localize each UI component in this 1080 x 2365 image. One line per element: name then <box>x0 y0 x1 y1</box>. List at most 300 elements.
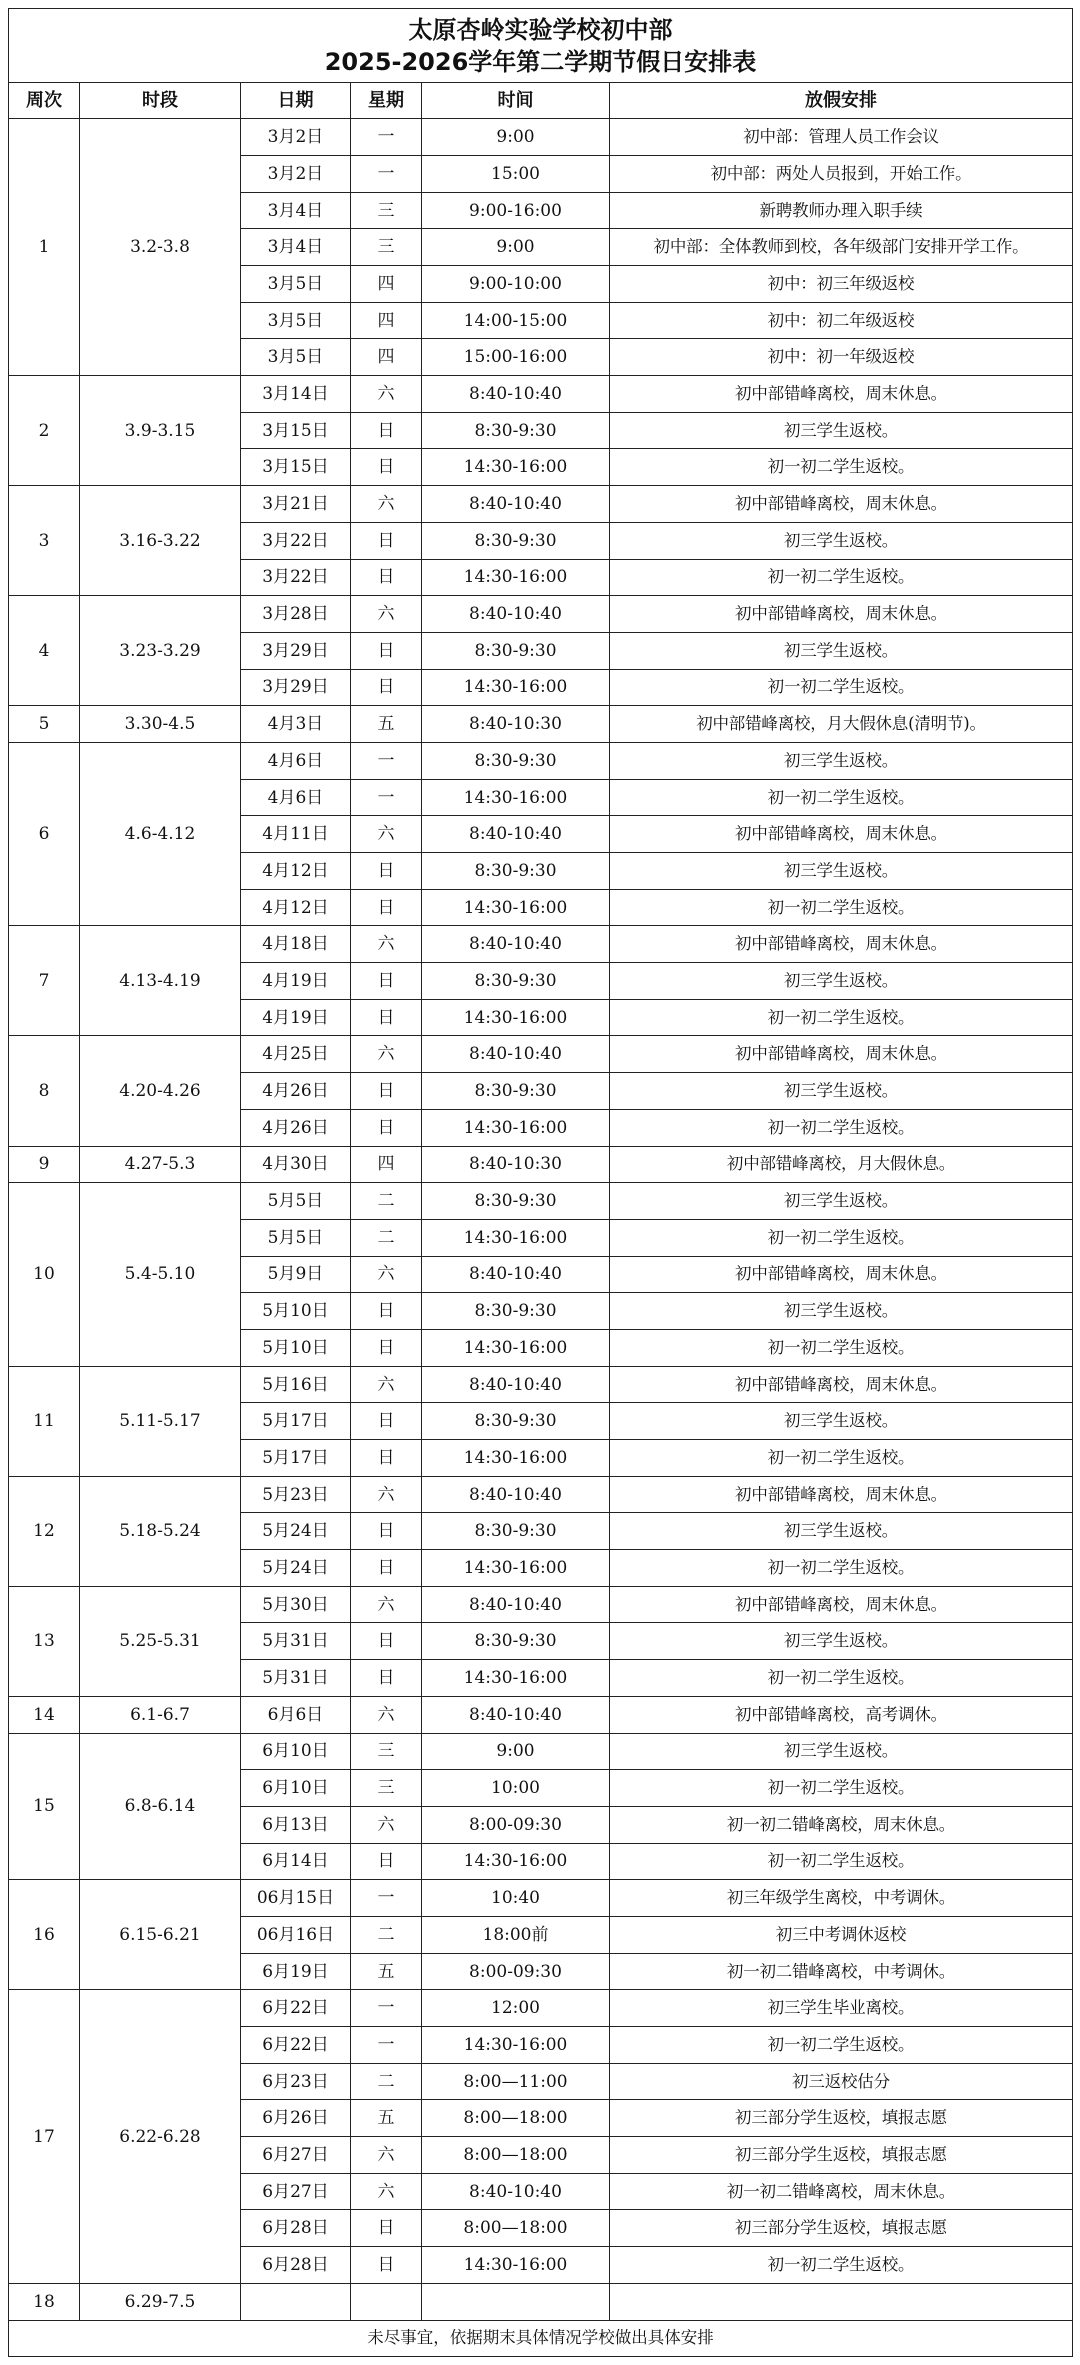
date-cell: 4月6日 <box>241 779 351 816</box>
arrangement-cell: 初中部错峰离校，周末休息。 <box>610 1256 1073 1293</box>
date-cell: 5月5日 <box>241 1183 351 1220</box>
time-cell: 14:30-16:00 <box>422 1219 610 1256</box>
week-period-cell: 3.30-4.5 <box>80 706 241 743</box>
time-cell: 14:30-16:00 <box>422 999 610 1036</box>
date-cell: 6月27日 <box>241 2173 351 2210</box>
weekday-cell: 日 <box>351 1073 422 1110</box>
weekday-cell: 六 <box>351 1476 422 1513</box>
weekday-cell: 日 <box>351 999 422 1036</box>
week-period-cell: 4.6-4.12 <box>80 742 241 925</box>
table-row <box>9 1183 1073 1220</box>
weekday-cell: 日 <box>351 522 422 559</box>
time-cell: 8:00—11:00 <box>422 2063 610 2100</box>
weekday-cell: 四 <box>351 302 422 339</box>
arrangement-cell: 初三学生返校。 <box>610 412 1073 449</box>
week-number-cell: 2 <box>9 376 80 486</box>
week-period-cell: 4.27-5.3 <box>80 1146 241 1183</box>
table-row <box>9 1146 1073 1183</box>
weekday-cell: 六 <box>351 1256 422 1293</box>
week-period-cell: 5.11-5.17 <box>80 1366 241 1476</box>
time-cell: 8:40-10:40 <box>422 596 610 633</box>
week-period-cell: 5.25-5.31 <box>80 1586 241 1696</box>
weekday-cell: 日 <box>351 449 422 486</box>
date-cell: 3月21日 <box>241 486 351 523</box>
date-cell: 3月15日 <box>241 449 351 486</box>
date-cell: 4月19日 <box>241 963 351 1000</box>
weekday-cell: 二 <box>351 2063 422 2100</box>
time-cell: 15:00-16:00 <box>422 339 610 376</box>
arrangement-cell: 初三学生返校。 <box>610 632 1073 669</box>
week-number-cell: 9 <box>9 1146 80 1183</box>
weekday-cell: 一 <box>351 779 422 816</box>
weekday-cell: 六 <box>351 816 422 853</box>
weekday-cell: 日 <box>351 2210 422 2247</box>
date-cell: 3月14日 <box>241 376 351 413</box>
date-cell: 4月6日 <box>241 742 351 779</box>
date-cell: 4月25日 <box>241 1036 351 1073</box>
weekday-cell: 六 <box>351 1586 422 1623</box>
arrangement-cell <box>610 2283 1073 2320</box>
weekday-cell: 一 <box>351 1880 422 1917</box>
time-cell: 14:00-15:00 <box>422 302 610 339</box>
date-cell: 3月4日 <box>241 229 351 266</box>
arrangement-cell: 初中部错峰离校，周末休息。 <box>610 1586 1073 1623</box>
weekday-cell: 日 <box>351 889 422 926</box>
arrangement-cell: 初三学生返校。 <box>610 1623 1073 1660</box>
arrangement-cell: 初三学生返校。 <box>610 1183 1073 1220</box>
weekday-cell: 一 <box>351 1990 422 2027</box>
time-cell: 8:40-10:40 <box>422 1696 610 1733</box>
date-cell: 3月5日 <box>241 266 351 303</box>
footer-row <box>9 2320 1073 2356</box>
date-cell: 6月26日 <box>241 2100 351 2137</box>
date-cell: 6月22日 <box>241 1990 351 2027</box>
date-cell: 6月27日 <box>241 2137 351 2174</box>
time-cell: 8:30-9:30 <box>422 963 610 1000</box>
date-cell: 06月16日 <box>241 1916 351 1953</box>
time-cell: 8:40-10:40 <box>422 1366 610 1403</box>
date-cell: 4月26日 <box>241 1073 351 1110</box>
header-week: 周次 <box>9 83 80 119</box>
week-number-cell: 14 <box>9 1696 80 1733</box>
time-cell: 8:30-9:30 <box>422 1183 610 1220</box>
date-cell: 06月15日 <box>241 1880 351 1917</box>
date-cell: 6月28日 <box>241 2247 351 2284</box>
arrangement-cell: 初一初二学生返校。 <box>610 1770 1073 1807</box>
week-number-cell: 15 <box>9 1733 80 1880</box>
weekday-cell: 三 <box>351 1770 422 1807</box>
header-weekday: 星期 <box>351 83 422 119</box>
arrangement-cell: 初三中考调休返校 <box>610 1916 1073 1953</box>
title-school-name: 太原杏岭实验学校初中部 <box>408 15 673 44</box>
weekday-cell: 五 <box>351 706 422 743</box>
date-cell: 5月30日 <box>241 1586 351 1623</box>
weekday-cell: 日 <box>351 1550 422 1587</box>
weekday-cell: 日 <box>351 1440 422 1477</box>
week-number-cell: 18 <box>9 2283 80 2320</box>
date-cell: 6月19日 <box>241 1953 351 1990</box>
date-cell: 4月18日 <box>241 926 351 963</box>
weekday-cell: 一 <box>351 2027 422 2064</box>
weekday-cell: 六 <box>351 2173 422 2210</box>
date-cell: 5月10日 <box>241 1329 351 1366</box>
week-number-cell: 3 <box>9 486 80 596</box>
arrangement-cell: 初一初二学生返校。 <box>610 669 1073 706</box>
time-cell: 14:30-16:00 <box>422 1109 610 1146</box>
weekday-cell: 六 <box>351 1366 422 1403</box>
weekday-cell: 六 <box>351 596 422 633</box>
week-number-cell: 12 <box>9 1476 80 1586</box>
week-period-cell: 5.18-5.24 <box>80 1476 241 1586</box>
arrangement-cell: 初中：初三年级返校 <box>610 266 1073 303</box>
title-row <box>9 9 1073 83</box>
arrangement-cell: 初中：初一年级返校 <box>610 339 1073 376</box>
weekday-cell: 六 <box>351 1696 422 1733</box>
arrangement-cell: 初中部错峰离校，周末休息。 <box>610 1476 1073 1513</box>
date-cell: 6月28日 <box>241 2210 351 2247</box>
weekday-cell <box>351 2283 422 2320</box>
table-row <box>9 1036 1073 1073</box>
weekday-cell: 日 <box>351 412 422 449</box>
arrangement-cell: 初中部错峰离校，周末休息。 <box>610 376 1073 413</box>
time-cell: 8:30-9:30 <box>422 412 610 449</box>
table-row <box>9 1990 1073 2027</box>
header-arrangement: 放假安排 <box>610 83 1073 119</box>
table-row <box>9 2283 1073 2320</box>
date-cell: 5月10日 <box>241 1293 351 1330</box>
week-period-cell: 4.13-4.19 <box>80 926 241 1036</box>
time-cell: 8:40-10:40 <box>422 816 610 853</box>
arrangement-cell: 初三学生返校。 <box>610 1733 1073 1770</box>
time-cell: 14:30-16:00 <box>422 1440 610 1477</box>
weekday-cell: 二 <box>351 1916 422 1953</box>
date-cell: 5月24日 <box>241 1513 351 1550</box>
week-number-cell: 1 <box>9 119 80 376</box>
weekday-cell: 五 <box>351 2100 422 2137</box>
arrangement-cell: 初一初二学生返校。 <box>610 449 1073 486</box>
arrangement-cell: 初中部错峰离校，周末休息。 <box>610 816 1073 853</box>
arrangement-cell: 初一初二学生返校。 <box>610 1329 1073 1366</box>
time-cell: 8:00-09:30 <box>422 1806 610 1843</box>
time-cell: 8:30-9:30 <box>422 522 610 559</box>
time-cell: 8:30-9:30 <box>422 1623 610 1660</box>
time-cell: 14:30-16:00 <box>422 2247 610 2284</box>
time-cell: 14:30-16:00 <box>422 449 610 486</box>
time-cell: 8:30-9:30 <box>422 1513 610 1550</box>
week-period-cell: 3.23-3.29 <box>80 596 241 706</box>
weekday-cell: 日 <box>351 2247 422 2284</box>
weekday-cell: 日 <box>351 669 422 706</box>
date-cell: 3月2日 <box>241 155 351 192</box>
arrangement-cell: 初三学生返校。 <box>610 1293 1073 1330</box>
date-cell: 3月22日 <box>241 522 351 559</box>
arrangement-cell: 初中部错峰离校，周末休息。 <box>610 596 1073 633</box>
date-cell: 6月22日 <box>241 2027 351 2064</box>
week-period-cell: 6.1-6.7 <box>80 1696 241 1733</box>
date-cell: 4月12日 <box>241 853 351 890</box>
arrangement-cell: 初中部错峰离校，周末休息。 <box>610 1366 1073 1403</box>
week-period-cell: 6.8-6.14 <box>80 1733 241 1880</box>
week-period-cell: 3.16-3.22 <box>80 486 241 596</box>
weekday-cell: 六 <box>351 1036 422 1073</box>
time-cell: 8:40-10:40 <box>422 1476 610 1513</box>
weekday-cell: 二 <box>351 1183 422 1220</box>
time-cell: 18:00前 <box>422 1916 610 1953</box>
time-cell: 8:40-10:30 <box>422 1146 610 1183</box>
week-number-cell: 6 <box>9 742 80 925</box>
week-period-cell: 3.9-3.15 <box>80 376 241 486</box>
weekday-cell: 六 <box>351 926 422 963</box>
table-row <box>9 486 1073 523</box>
table-title <box>9 9 1073 83</box>
arrangement-cell: 初三部分学生返校，填报志愿 <box>610 2100 1073 2137</box>
arrangement-cell: 初三年级学生离校，中考调休。 <box>610 1880 1073 1917</box>
date-cell: 5月9日 <box>241 1256 351 1293</box>
date-cell: 5月16日 <box>241 1366 351 1403</box>
table-row <box>9 926 1073 963</box>
weekday-cell: 日 <box>351 1109 422 1146</box>
weekday-cell: 六 <box>351 376 422 413</box>
date-cell: 4月12日 <box>241 889 351 926</box>
time-cell: 8:30-9:30 <box>422 632 610 669</box>
footer-note: 未尽事宜，依据期末具体情况学校做出具体安排 <box>9 2320 1073 2356</box>
table-row <box>9 742 1073 779</box>
time-cell: 8:40-10:40 <box>422 1256 610 1293</box>
weekday-cell: 四 <box>351 1146 422 1183</box>
week-period-cell: 5.4-5.10 <box>80 1183 241 1366</box>
time-cell: 8:40-10:40 <box>422 376 610 413</box>
weekday-cell: 四 <box>351 339 422 376</box>
weekday-cell: 二 <box>351 1219 422 1256</box>
arrangement-cell: 初一初二学生返校。 <box>610 559 1073 596</box>
date-cell: 5月17日 <box>241 1440 351 1477</box>
date-cell: 3月2日 <box>241 119 351 156</box>
date-cell: 5月31日 <box>241 1660 351 1697</box>
weekday-cell: 日 <box>351 1329 422 1366</box>
weekday-cell: 一 <box>351 155 422 192</box>
table-row <box>9 376 1073 413</box>
header-date: 日期 <box>241 83 351 119</box>
date-cell: 3月5日 <box>241 339 351 376</box>
arrangement-cell: 初三学生返校。 <box>610 1073 1073 1110</box>
weekday-cell: 一 <box>351 742 422 779</box>
arrangement-cell: 初一初二学生返校。 <box>610 2247 1073 2284</box>
date-cell: 6月10日 <box>241 1733 351 1770</box>
table-row <box>9 119 1073 156</box>
arrangement-cell: 初中部错峰离校，周末休息。 <box>610 1036 1073 1073</box>
title-term: 2025-2026学年第二学期节假日安排表 <box>324 47 757 76</box>
time-cell: 14:30-16:00 <box>422 559 610 596</box>
time-cell: 14:30-16:00 <box>422 1329 610 1366</box>
weekday-cell: 日 <box>351 559 422 596</box>
week-number-cell: 17 <box>9 1990 80 2284</box>
weekday-cell: 六 <box>351 1806 422 1843</box>
header-row <box>9 83 1073 119</box>
date-cell: 4月11日 <box>241 816 351 853</box>
arrangement-cell: 初中部错峰离校，周末休息。 <box>610 926 1073 963</box>
date-cell: 4月26日 <box>241 1109 351 1146</box>
time-cell: 9:00 <box>422 1733 610 1770</box>
weekday-cell: 日 <box>351 632 422 669</box>
time-cell: 14:30-16:00 <box>422 1660 610 1697</box>
arrangement-cell: 初一初二错峰离校，周末休息。 <box>610 1806 1073 1843</box>
date-cell: 4月19日 <box>241 999 351 1036</box>
table-row <box>9 1586 1073 1623</box>
arrangement-cell: 初三学生返校。 <box>610 522 1073 559</box>
time-cell: 8:00—18:00 <box>422 2137 610 2174</box>
arrangement-cell: 初中部错峰离校，月大假休息。 <box>610 1146 1073 1183</box>
time-cell: 8:40-10:40 <box>422 1586 610 1623</box>
time-cell: 9:00-16:00 <box>422 192 610 229</box>
time-cell: 9:00 <box>422 229 610 266</box>
table-row <box>9 1880 1073 1917</box>
arrangement-cell: 初中：初二年级返校 <box>610 302 1073 339</box>
date-cell: 4月30日 <box>241 1146 351 1183</box>
date-cell: 5月23日 <box>241 1476 351 1513</box>
week-number-cell: 11 <box>9 1366 80 1476</box>
time-cell: 8:00-09:30 <box>422 1953 610 1990</box>
week-number-cell: 16 <box>9 1880 80 1990</box>
week-period-cell: 6.15-6.21 <box>80 1880 241 1990</box>
time-cell: 15:00 <box>422 155 610 192</box>
arrangement-cell: 初中部错峰离校，月大假休息(清明节)。 <box>610 706 1073 743</box>
arrangement-cell: 初一初二学生返校。 <box>610 779 1073 816</box>
arrangement-cell: 初三学生返校。 <box>610 1403 1073 1440</box>
date-cell: 3月5日 <box>241 302 351 339</box>
arrangement-cell: 初一初二错峰离校，中考调休。 <box>610 1953 1073 1990</box>
weekday-cell: 三 <box>351 229 422 266</box>
arrangement-cell: 初一初二学生返校。 <box>610 1219 1073 1256</box>
arrangement-cell: 初一初二学生返校。 <box>610 1109 1073 1146</box>
date-cell: 5月24日 <box>241 1550 351 1587</box>
time-cell: 14:30-16:00 <box>422 889 610 926</box>
time-cell: 9:00-10:00 <box>422 266 610 303</box>
arrangement-cell: 初三学生返校。 <box>610 742 1073 779</box>
date-cell: 3月15日 <box>241 412 351 449</box>
time-cell: 8:40-10:40 <box>422 2173 610 2210</box>
arrangement-cell: 初一初二学生返校。 <box>610 2027 1073 2064</box>
arrangement-cell: 初中部错峰离校，高考调休。 <box>610 1696 1073 1733</box>
weekday-cell: 四 <box>351 266 422 303</box>
time-cell: 8:40-10:40 <box>422 926 610 963</box>
time-cell: 8:30-9:30 <box>422 1293 610 1330</box>
week-number-cell: 7 <box>9 926 80 1036</box>
date-cell: 3月22日 <box>241 559 351 596</box>
arrangement-cell: 初一初二学生返校。 <box>610 1660 1073 1697</box>
table-row <box>9 1733 1073 1770</box>
table-row <box>9 1476 1073 1513</box>
time-cell: 12:00 <box>422 1990 610 2027</box>
weekday-cell: 日 <box>351 1660 422 1697</box>
weekday-cell: 六 <box>351 486 422 523</box>
weekday-cell: 日 <box>351 853 422 890</box>
arrangement-cell: 初中部：全体教师到校，各年级部门安排开学工作。 <box>610 229 1073 266</box>
date-cell: 5月5日 <box>241 1219 351 1256</box>
time-cell: 14:30-16:00 <box>422 669 610 706</box>
week-period-cell: 6.22-6.28 <box>80 1990 241 2284</box>
time-cell: 8:30-9:30 <box>422 742 610 779</box>
weekday-cell: 日 <box>351 1293 422 1330</box>
table-row <box>9 1366 1073 1403</box>
date-cell: 6月10日 <box>241 1770 351 1807</box>
time-cell: 8:40-10:40 <box>422 1036 610 1073</box>
arrangement-cell: 初中部：管理人员工作会议 <box>610 119 1073 156</box>
date-cell: 3月4日 <box>241 192 351 229</box>
header-time: 时间 <box>422 83 610 119</box>
weekday-cell: 日 <box>351 1513 422 1550</box>
time-cell: 8:00—18:00 <box>422 2210 610 2247</box>
table-row <box>9 706 1073 743</box>
arrangement-cell: 初一初二学生返校。 <box>610 1440 1073 1477</box>
weekday-cell: 日 <box>351 963 422 1000</box>
arrangement-cell: 初中部错峰离校，周末休息。 <box>610 486 1073 523</box>
week-number-cell: 13 <box>9 1586 80 1696</box>
date-cell: 6月6日 <box>241 1696 351 1733</box>
date-cell: 5月17日 <box>241 1403 351 1440</box>
weekday-cell: 三 <box>351 192 422 229</box>
time-cell: 9:00 <box>422 119 610 156</box>
time-cell: 14:30-16:00 <box>422 779 610 816</box>
arrangement-cell: 初三学生返校。 <box>610 853 1073 890</box>
week-number-cell: 4 <box>9 596 80 706</box>
time-cell: 8:30-9:30 <box>422 853 610 890</box>
arrangement-cell: 初一初二学生返校。 <box>610 889 1073 926</box>
time-cell <box>422 2283 610 2320</box>
date-cell: 3月29日 <box>241 669 351 706</box>
date-cell: 4月3日 <box>241 706 351 743</box>
time-cell: 8:00—18:00 <box>422 2100 610 2137</box>
arrangement-cell: 初三返校估分 <box>610 2063 1073 2100</box>
table-row <box>9 596 1073 633</box>
time-cell: 10:00 <box>422 1770 610 1807</box>
header-period: 时段 <box>80 83 241 119</box>
arrangement-cell: 初一初二学生返校。 <box>610 999 1073 1036</box>
date-cell <box>241 2283 351 2320</box>
time-cell: 14:30-16:00 <box>422 1843 610 1880</box>
week-number-cell: 8 <box>9 1036 80 1146</box>
time-cell: 8:30-9:30 <box>422 1073 610 1110</box>
weekday-cell: 五 <box>351 1953 422 1990</box>
arrangement-cell: 初三部分学生返校，填报志愿 <box>610 2210 1073 2247</box>
week-period-cell: 6.29-7.5 <box>80 2283 241 2320</box>
weekday-cell: 日 <box>351 1843 422 1880</box>
date-cell: 6月14日 <box>241 1843 351 1880</box>
date-cell: 6月13日 <box>241 1806 351 1843</box>
time-cell: 14:30-16:00 <box>422 1550 610 1587</box>
arrangement-cell: 初一初二学生返校。 <box>610 1550 1073 1587</box>
time-cell: 8:40-10:40 <box>422 486 610 523</box>
weekday-cell: 六 <box>351 2137 422 2174</box>
arrangement-cell: 初一初二学生返校。 <box>610 1843 1073 1880</box>
arrangement-cell: 新聘教师办理入职手续 <box>610 192 1073 229</box>
time-cell: 10:40 <box>422 1880 610 1917</box>
time-cell: 8:30-9:30 <box>422 1403 610 1440</box>
week-period-cell: 4.20-4.26 <box>80 1036 241 1146</box>
arrangement-cell: 初一初二错峰离校，周末休息。 <box>610 2173 1073 2210</box>
arrangement-cell: 初三学生毕业离校。 <box>610 1990 1073 2027</box>
weekday-cell: 日 <box>351 1403 422 1440</box>
week-number-cell: 5 <box>9 706 80 743</box>
weekday-cell: 一 <box>351 119 422 156</box>
week-number-cell: 10 <box>9 1183 80 1366</box>
weekday-cell: 日 <box>351 1623 422 1660</box>
arrangement-cell: 初中部：两处人员报到，开始工作。 <box>610 155 1073 192</box>
date-cell: 6月23日 <box>241 2063 351 2100</box>
time-cell: 8:40-10:30 <box>422 706 610 743</box>
weekday-cell: 三 <box>351 1733 422 1770</box>
table-row <box>9 1696 1073 1733</box>
date-cell: 3月29日 <box>241 632 351 669</box>
